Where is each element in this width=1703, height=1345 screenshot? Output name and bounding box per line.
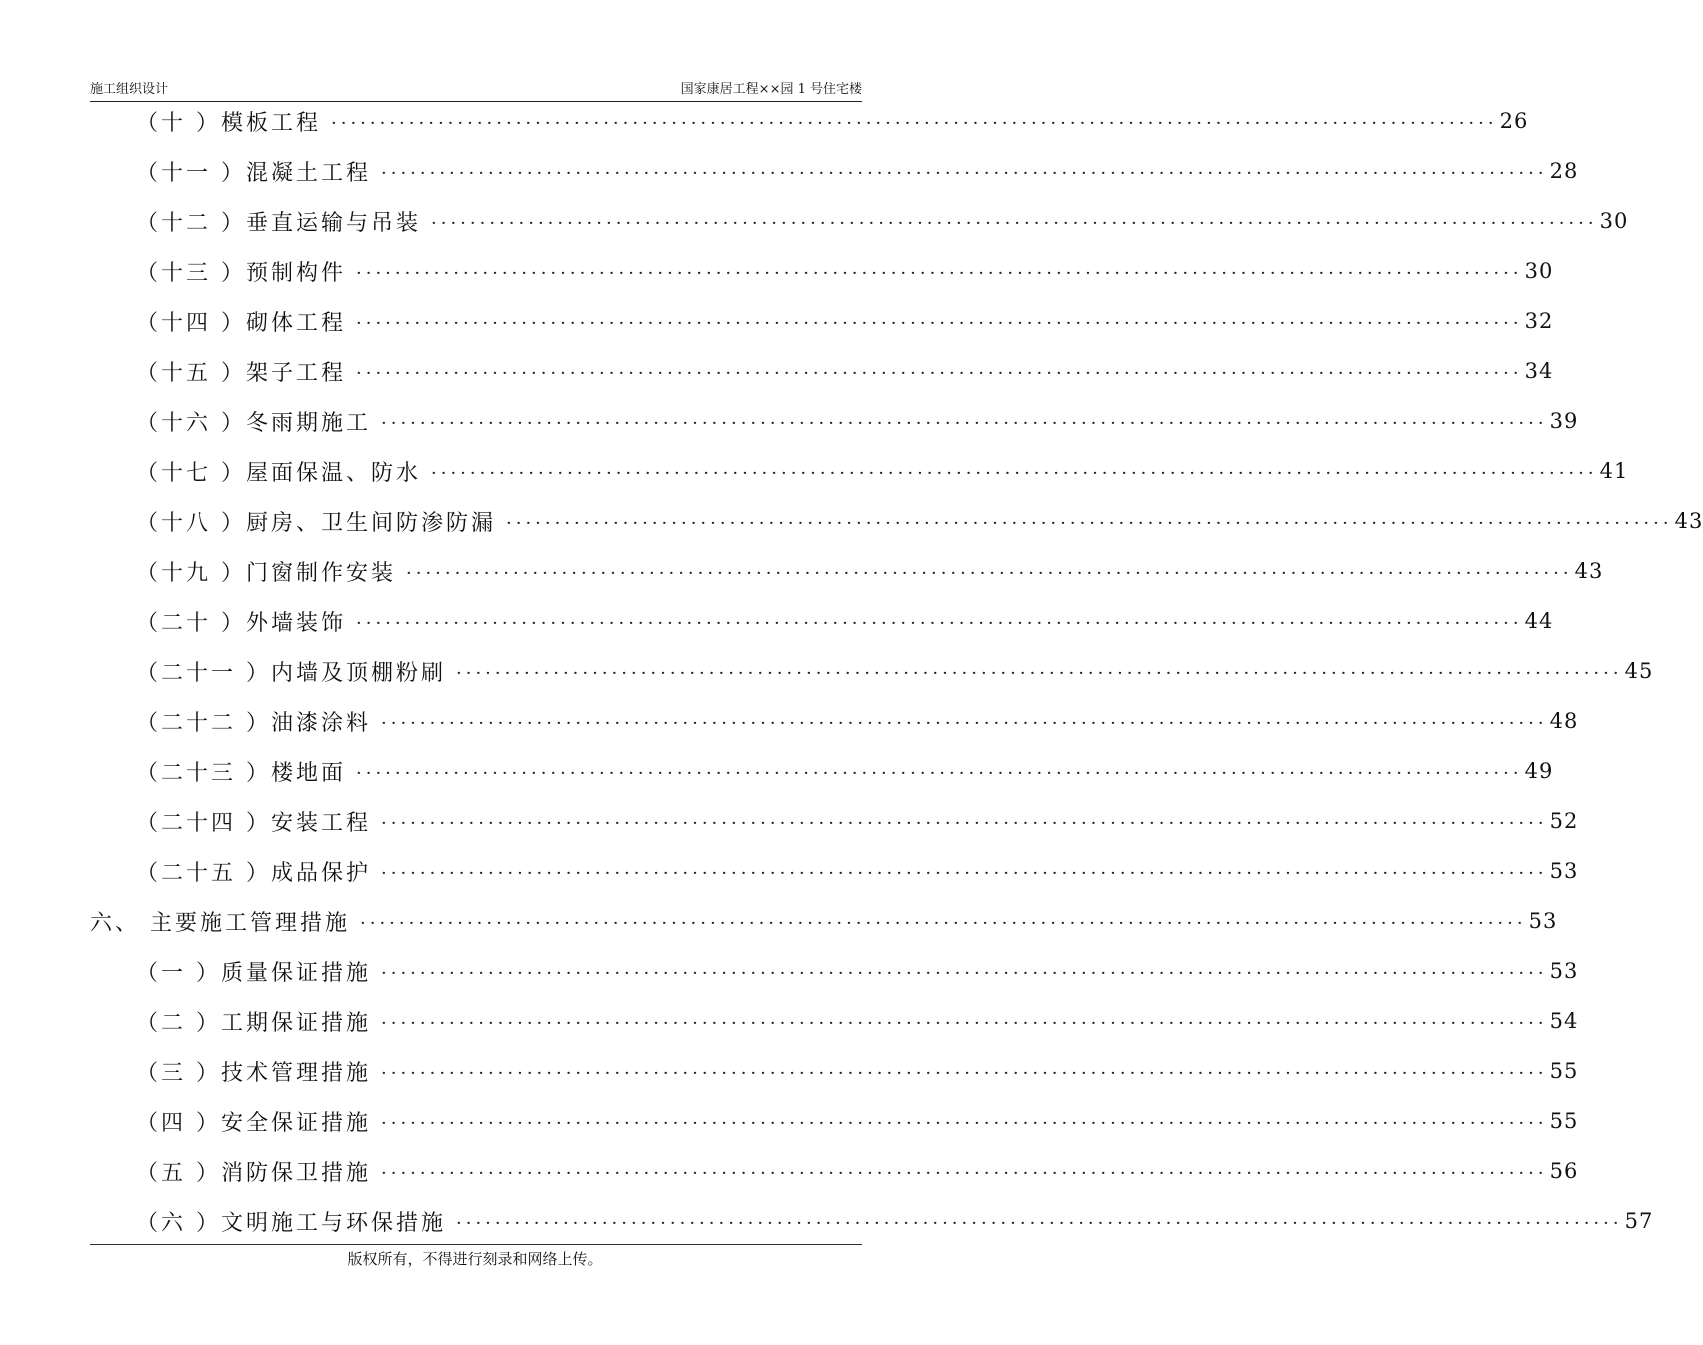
toc-entry-title: （二十一 ）内墙及顶棚粉刷 bbox=[136, 660, 446, 686]
toc-entry bbox=[90, 1196, 1654, 1246]
toc-leader-dots: ························································································································ bbox=[331, 112, 1498, 134]
toc-entry-page-number: 53 bbox=[1549, 959, 1579, 983]
toc-entry bbox=[90, 1046, 1579, 1096]
toc-entry-page-number: 30 bbox=[1599, 209, 1629, 233]
header-left-title: 施工组织设计 bbox=[90, 82, 169, 97]
toc-entry-page-number: 45 bbox=[1624, 659, 1654, 683]
toc-entry-title: （二十三 ）楼地面 bbox=[136, 760, 346, 786]
toc-entry bbox=[90, 696, 1579, 746]
toc-entry-page-number: 53 bbox=[1528, 909, 1558, 933]
toc-entry-page-number: 34 bbox=[1524, 359, 1554, 383]
toc-entry-title: （六 ）文明施工与环保措施 bbox=[136, 1210, 446, 1236]
toc-leader-dots: ························································································································ bbox=[406, 562, 1573, 584]
toc-entry-title: （四 ）安全保证措施 bbox=[136, 1110, 371, 1136]
toc-entry-title: （二十 ）外墙装饰 bbox=[136, 610, 346, 636]
toc-entry-page-number: 32 bbox=[1524, 309, 1554, 333]
toc-entry-page-number: 41 bbox=[1599, 459, 1629, 483]
toc-entry bbox=[90, 646, 1654, 696]
toc-leader-dots: ························································································································ bbox=[431, 212, 1598, 234]
toc-entry-title: （十一 ）混凝土工程 bbox=[136, 160, 371, 186]
toc-entry-page-number: 30 bbox=[1524, 259, 1554, 283]
toc-leader-dots: ························································································································ bbox=[381, 712, 1548, 734]
toc-entry-page-number: 43 bbox=[1574, 559, 1604, 583]
toc-entry bbox=[90, 446, 1629, 496]
toc-entry-page-number: 43 bbox=[1674, 509, 1703, 533]
toc-entry bbox=[90, 296, 1554, 346]
toc-leader-dots: ························································································································ bbox=[381, 1012, 1548, 1034]
toc-entry-title: （十九 ）门窗制作安装 bbox=[136, 560, 396, 586]
toc-entry bbox=[90, 1096, 1579, 1146]
toc-entry-page-number: 48 bbox=[1549, 709, 1579, 733]
toc-entry bbox=[90, 796, 1579, 846]
toc-entry-title: （十七 ）屋面保温、防水 bbox=[136, 460, 421, 486]
toc-entry-title: （二十五 ）成品保护 bbox=[136, 860, 371, 886]
footer-copyright: 版权所有，不得进行刻录和网络上传。 bbox=[347, 1250, 603, 1268]
toc-leader-dots: ························································································································ bbox=[381, 162, 1548, 184]
toc-leader-dots: ························································································································ bbox=[456, 662, 1623, 684]
table-of-contents bbox=[90, 96, 1703, 1246]
toc-leader-dots: ························································································································ bbox=[381, 862, 1548, 884]
toc-entry bbox=[90, 496, 1703, 546]
toc-entry-page-number: 39 bbox=[1549, 409, 1579, 433]
toc-entry-page-number: 28 bbox=[1549, 159, 1579, 183]
toc-entry-title: （十四 ）砌体工程 bbox=[136, 310, 346, 336]
toc-entry bbox=[90, 96, 1529, 146]
toc-leader-dots: ························································································································ bbox=[381, 1062, 1548, 1084]
toc-entry-page-number: 52 bbox=[1549, 809, 1579, 833]
toc-leader-dots: ························································································································ bbox=[381, 412, 1548, 434]
toc-entry bbox=[90, 396, 1579, 446]
toc-entry-title: （二十二 ）油漆涂料 bbox=[136, 710, 371, 736]
toc-leader-dots: ························································································································ bbox=[381, 812, 1548, 834]
toc-entry-page-number: 56 bbox=[1549, 1159, 1579, 1183]
toc-entry-title: （十三 ）预制构件 bbox=[136, 260, 346, 286]
footer-divider bbox=[90, 1244, 862, 1245]
toc-entry bbox=[90, 246, 1554, 296]
toc-entry bbox=[90, 196, 1629, 246]
toc-entry-page-number: 44 bbox=[1524, 609, 1554, 633]
toc-entry-title: （三 ）技术管理措施 bbox=[136, 1060, 371, 1086]
toc-leader-dots: ························································································································ bbox=[431, 462, 1598, 484]
toc-entry-title: （十六 ）冬雨期施工 bbox=[136, 410, 371, 436]
toc-entry bbox=[90, 896, 1558, 946]
toc-entry bbox=[90, 546, 1604, 596]
toc-entry-title: （一 ）质量保证措施 bbox=[136, 960, 371, 986]
toc-leader-dots: ························································································································ bbox=[381, 1112, 1548, 1134]
toc-leader-dots: ························································································································ bbox=[506, 512, 1673, 534]
toc-leader-dots: ························································································································ bbox=[360, 912, 1527, 934]
header-right-title: 国家康居工程××园 1 号住宅楼 bbox=[680, 82, 862, 97]
toc-entry-title: （十二 ）垂直运输与吊装 bbox=[136, 210, 421, 236]
toc-leader-dots: ························································································································ bbox=[356, 612, 1523, 634]
toc-leader-dots: ························································································································ bbox=[456, 1212, 1623, 1234]
toc-entry-title: （二十四 ）安装工程 bbox=[136, 810, 371, 836]
toc-entry-page-number: 53 bbox=[1549, 859, 1579, 883]
toc-entry-page-number: 55 bbox=[1549, 1059, 1579, 1083]
toc-entry-page-number: 26 bbox=[1499, 109, 1529, 133]
toc-leader-dots: ························································································································ bbox=[356, 312, 1523, 334]
toc-leader-dots: ························································································································ bbox=[356, 262, 1523, 284]
toc-entry-page-number: 55 bbox=[1549, 1109, 1579, 1133]
toc-leader-dots: ························································································································ bbox=[356, 762, 1523, 784]
toc-entry-page-number: 54 bbox=[1549, 1009, 1579, 1033]
toc-entry-title: （十 ）模板工程 bbox=[136, 110, 321, 136]
toc-entry bbox=[90, 146, 1579, 196]
toc-entry bbox=[90, 346, 1554, 396]
toc-entry-title: （十八 ）厨房、卫生间防渗防漏 bbox=[136, 510, 496, 536]
toc-entry bbox=[90, 846, 1579, 896]
toc-entry bbox=[90, 746, 1554, 796]
toc-leader-dots: ························································································································ bbox=[381, 962, 1548, 984]
toc-entry bbox=[90, 946, 1579, 996]
toc-entry-title: （五 ）消防保卫措施 bbox=[136, 1160, 371, 1186]
toc-entry-page-number: 49 bbox=[1524, 759, 1554, 783]
toc-entry bbox=[90, 1146, 1579, 1196]
toc-entry bbox=[90, 596, 1554, 646]
toc-entry-title: （十五 ）架子工程 bbox=[136, 360, 346, 386]
toc-leader-dots: ························································································································ bbox=[356, 362, 1523, 384]
toc-leader-dots: ························································································································ bbox=[381, 1162, 1548, 1184]
toc-entry-title: 六、 主要施工管理措施 bbox=[90, 910, 350, 936]
toc-entry-page-number: 57 bbox=[1624, 1209, 1654, 1233]
toc-entry-title: （二 ）工期保证措施 bbox=[136, 1010, 371, 1036]
toc-entry bbox=[90, 996, 1579, 1046]
